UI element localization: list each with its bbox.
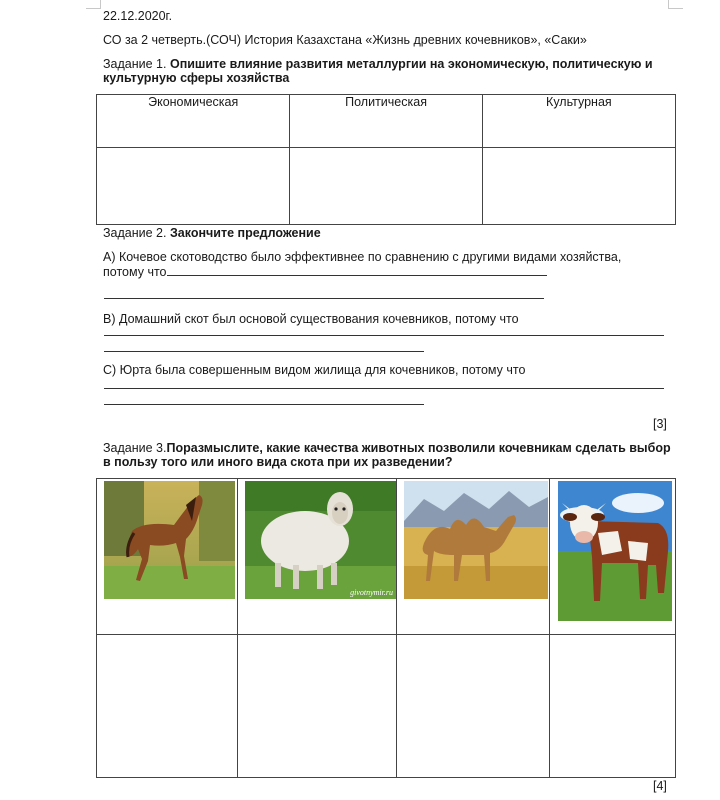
task2-b-answer-line1[interactable] (104, 335, 664, 336)
camel-image (404, 481, 548, 599)
task2-a-answer-line2[interactable] (104, 298, 544, 299)
task3-line1 (103, 441, 671, 455)
task2-b-answer-line2[interactable] (104, 351, 424, 352)
cow-icon (558, 481, 672, 621)
task1-answer-cultural[interactable] (482, 148, 675, 225)
task1-table (96, 94, 676, 225)
task1-header-political: Политическая (290, 95, 482, 148)
task1-label: Задание 1. (103, 57, 167, 71)
task3-question-cont: в пользу того или иного вида скота при их разведении? (103, 455, 453, 469)
task2-score: [3] (653, 417, 667, 431)
task2-label: Задание 2. (103, 226, 167, 240)
page-corner-mark-left (86, 0, 101, 9)
task2-heading (103, 226, 321, 240)
task1-answer-economic[interactable] (97, 148, 290, 225)
task3-answer-sheep[interactable] (237, 635, 397, 778)
task2-c-answer-line1[interactable] (104, 388, 664, 389)
task2-b-line: В) Домашний скот был основой существования кочевников, потому что (103, 312, 519, 326)
horse-icon (104, 481, 235, 599)
task3-question: Поразмыслите, какие качества животных позволили кочевникам сделать выбор (166, 441, 671, 455)
image-watermark: givotnymir.ru (350, 588, 393, 597)
task3-answer-cow[interactable] (550, 635, 676, 778)
task3-label: Задание 3. (103, 441, 167, 455)
document-date: 22.12.2020г. (103, 9, 173, 23)
camel-icon (404, 481, 548, 599)
sheep-icon (245, 481, 396, 599)
task1-header-economic: Экономическая (97, 95, 290, 148)
task1-question-cont: культурную сферы хозяйства (103, 71, 290, 85)
task2-c-line: С) Юрта была совершенным видом жилища для кочевников, потому что (103, 363, 526, 377)
task3-answer-horse[interactable] (97, 635, 238, 778)
page-corner-mark-right (668, 0, 683, 9)
task1-header-cultural: Культурная (482, 95, 675, 148)
task2-a-line2 (103, 264, 547, 279)
task1-answer-political[interactable] (290, 148, 482, 225)
task3-score: [4] (653, 779, 667, 793)
task1-question: Опишите влияние развития металлургии на экономическую, политическую и (169, 57, 653, 71)
task2-question: Закончите предложение (169, 226, 321, 240)
task2-c-answer-line2[interactable] (104, 404, 424, 405)
task1-line1 (103, 57, 653, 71)
cow-image (558, 481, 672, 621)
task3-answer-camel[interactable] (397, 635, 550, 778)
task2-a-prompt: потому что (103, 265, 167, 279)
sheep-image (245, 481, 396, 599)
document-title: СО за 2 четверть.(СОЧ) История Казахстана «Жизнь древних кочевников», «Саки» (103, 33, 587, 47)
task2-a-answer-line[interactable] (167, 264, 547, 276)
task2-a-line1: А) Кочевое скотоводство было эффективнее по сравнению с другими видами хозяйства, (103, 250, 622, 264)
horse-image (104, 481, 235, 599)
